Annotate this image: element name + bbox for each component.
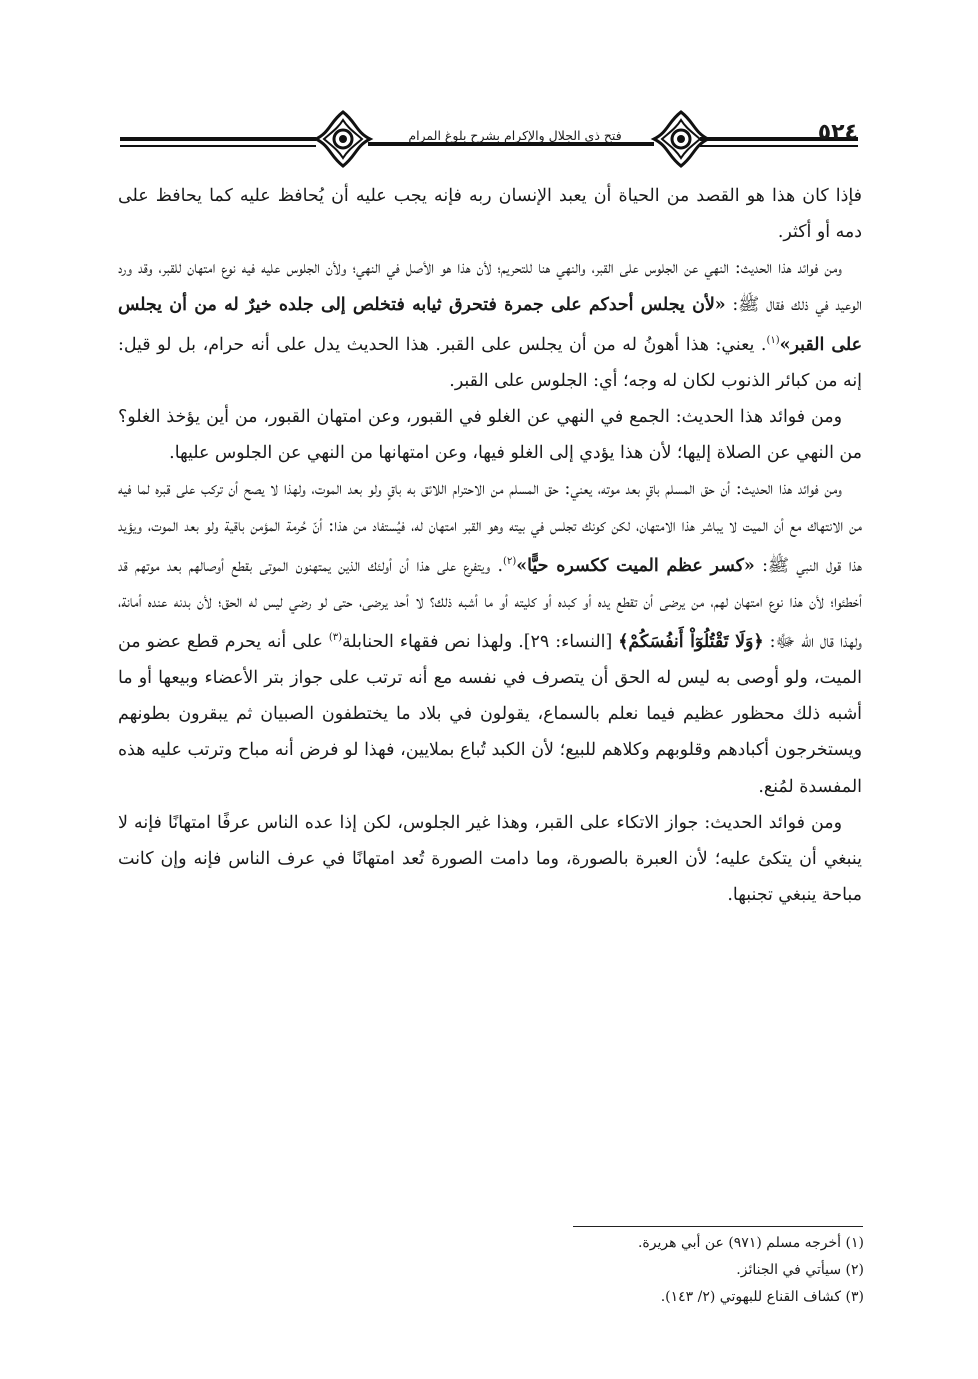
paragraph-text: ومن فوائد الحديث: جواز الاتكاء على القبر، وهذا غير الجلوس، لكن إذا عده الناس عرفًا امتهانًا فإنه لا ينبغي أن يتكئ عليه؛ لأن العبرة بالصورة، وما دامت الصورة تُعد امتهانًا في عرف الناس فإنه وإن كانت مباحة ينبغي تجنبها. [118, 812, 862, 906]
paragraph [118, 471, 862, 804]
footnote-separator [573, 1226, 863, 1227]
footnote-ref: (٢) [503, 555, 517, 567]
hadith-quote: «لأن يجلس أحدكم على جمرة فتحرق ثيابه فتخلص إلى جلده خيرٌ له من أن يجلس على القبر» [118, 294, 863, 355]
page-header [120, 108, 858, 178]
header-rule-left [120, 137, 316, 141]
paragraph-text: ومن فوائد هذا الحديث: الجمع في النهي عن الغلو في القبور، وعن امتهان القبور، من أين يؤخذ الغلو؟ من النهي عن الصلاة إليها؛ لأن هذا يؤدي إلى الغلو فيها، وعن امتهانها من النهي عن الجلوس عليها. [118, 407, 862, 464]
hadith-quote: «كسر عظم الميت ككسره حيًّا» [516, 555, 755, 576]
paragraph-text: على أنه يحرم قطع عضو من الميت، ولو أوصى به ليس له الحق أن يتصرف في نفسه مع أنه ترتب على جواز بتر الأعضاء وبيعها أو ما أشبه ذلك محظور عظيم فيما نعلم بالسماع، يقولون في بلاد ما يختطفون الصبيان ثم يبقرون بطونهم ويستخرجون أكبادهم وقلوبهم وكلاهم للبيع؛ لأن الكبد تُباع بملايين، فهذا لو فرض أنه مباح وترتب عليه هذه المفسدة لمُنع. [118, 631, 862, 797]
running-title: فتح ذي الجلال والإكرام بشرح بلوغ المرام [408, 128, 622, 143]
footnote-ref: (٣) [328, 632, 343, 644]
paragraph [118, 250, 862, 399]
page-number: ٥٢٤ [817, 120, 858, 145]
paragraph-text: [النساء: ٢٩]. ولهذا نص فقهاء الحنابلة [342, 631, 619, 652]
paragraph [118, 399, 862, 471]
header-rule-right-thin [700, 145, 858, 147]
arabesque-ornament-icon [312, 108, 374, 170]
paragraph [118, 178, 862, 250]
paragraph [118, 805, 862, 914]
paragraph-text: . يعني: هذا أهونُ له من أن يجلس على القبر. هذا الحديث يدل على أنه حرام، بل لو قيل: إنه من كبائر الذنوب لكان له وجه؛ أي: الجلوس على القبر. [118, 334, 862, 391]
footnote-ref: (١) [766, 334, 780, 346]
quran-verse: ﴿وَلَا تَقْتُلُوٓاْ أَنفُسَكُمْ﴾ [618, 631, 764, 652]
paragraph-text: ومن فوائد هذا الحديث: النهي عن الجلوس على القبر، والنهي هنا للتحريم؛ لأن هذا هو الأصل في النهي؛ ولأن الجلوس عليه فيه نوع امتهان للقبر، وقد ورد الوعيد في ذلك فقال ﷺ: [118, 258, 862, 315]
body-text [118, 178, 862, 913]
paragraph-text: فإذا كان هذا هو القصد من الحياة أن يعبد الإنسان ربه فإنه يجب عليه أن يُحافظ عليه كما يحافظ على دمه أو أكثر. [118, 186, 862, 243]
footnote: (٢) سيأتي في الجنائز. [736, 1262, 864, 1278]
paragraph-text: . ويتفرع على هذا أن أولئك الذين يمتهنون الموتى بقطع أوصالهم بعد موتهم قد أخطئوا؛ لأن هذا نوع امتهان لهم، من يرضى أن تقطع يده أو كبده أو كليته أو ما أشبه ذلك؟ لا أحد يرضى، حتى لو رضي ليس له الحق؛ لأن بدنه عنده أمانة، ولهذا قال الله ﷻ: [118, 555, 862, 652]
header-rule-left-thin [120, 145, 316, 147]
footnote: (٣) كشاف القناع للبهوتي (٢/ ١٤٣). [660, 1289, 864, 1305]
footnotes [560, 1230, 864, 1311]
paragraph-text: ومن فوائد هذا الحديث: أن حق المسلم باقٍ بعد موته، يعني: حق المسلم من الاحترام اللائق به باقٍ ولو بعد الموت، ولهذا لا يصح أن تركب على قبره لما فيه من الانتهاك مع أن الميت لا يباشر هذا الامتهان، لكن كونك تجلس في بيته وهو القبر امتهان له، فيُستفاد من هذا: أنّ حُرمة المؤمن باقية ولو بعد الموت، ويؤيد هذا قول النبي ﷺ: [118, 479, 862, 576]
footnote: (١) أخرجه مسلم (٩٧١) عن أبي هريرة. [637, 1235, 864, 1251]
